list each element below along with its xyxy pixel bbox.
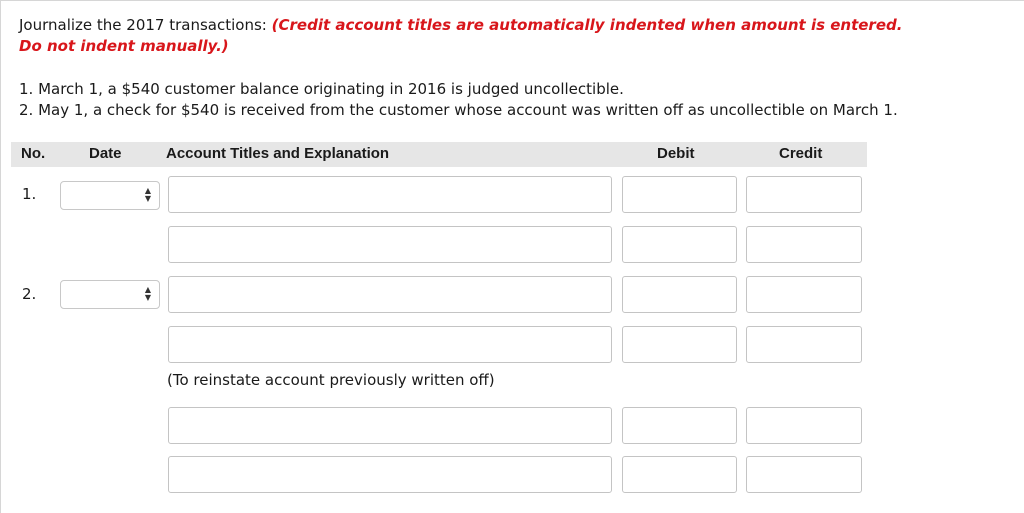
indent-warning: (Credit account titles are automatically indented when amount is entered. [271, 16, 903, 34]
debit-input[interactable] [622, 226, 737, 263]
debit-input[interactable] [622, 407, 737, 444]
date-select[interactable] [60, 280, 160, 309]
journal-header [11, 142, 867, 167]
debit-input[interactable] [622, 176, 737, 213]
debit-input[interactable] [622, 326, 737, 363]
credit-input[interactable] [746, 226, 862, 263]
header-date: Date [89, 145, 122, 162]
credit-input[interactable] [746, 176, 862, 213]
date-select[interactable] [60, 181, 160, 210]
header-credit: Credit [779, 145, 823, 162]
transaction-1: 1. March 1, a $540 customer balance originating in 2016 is judged uncollectible. [19, 80, 624, 98]
indent-warning-cont: Do not indent manually.) [19, 37, 229, 55]
transaction-list [19, 79, 898, 121]
header-no: No. [21, 145, 46, 162]
up-down-arrows-icon: ▲ ▼ [144, 186, 151, 203]
entry-number: 2. [22, 285, 37, 303]
debit-input[interactable] [622, 276, 737, 313]
account-title-input[interactable] [168, 226, 612, 263]
account-title-input[interactable] [168, 456, 612, 493]
credit-input[interactable] [746, 326, 862, 363]
debit-input[interactable] [622, 456, 737, 493]
instructions [19, 15, 1009, 57]
account-title-input[interactable] [168, 176, 612, 213]
entry-explanation: (To reinstate account previously written off) [167, 371, 495, 389]
account-title-input[interactable] [168, 276, 612, 313]
header-account: Account Titles and Explanation [166, 145, 390, 162]
account-title-input[interactable] [168, 326, 612, 363]
transaction-2: 2. May 1, a check for $540 is received from the customer whose account was written off as uncollectible on March 1. [19, 101, 898, 119]
header-debit: Debit [657, 145, 695, 162]
entry-number: 1. [22, 185, 37, 203]
instructions-lead: Journalize the 2017 transactions: [19, 16, 267, 34]
up-down-arrows-icon: ▲ ▼ [144, 285, 151, 302]
credit-input[interactable] [746, 276, 862, 313]
account-title-input[interactable] [168, 407, 612, 444]
credit-input[interactable] [746, 456, 862, 493]
credit-input[interactable] [746, 407, 862, 444]
